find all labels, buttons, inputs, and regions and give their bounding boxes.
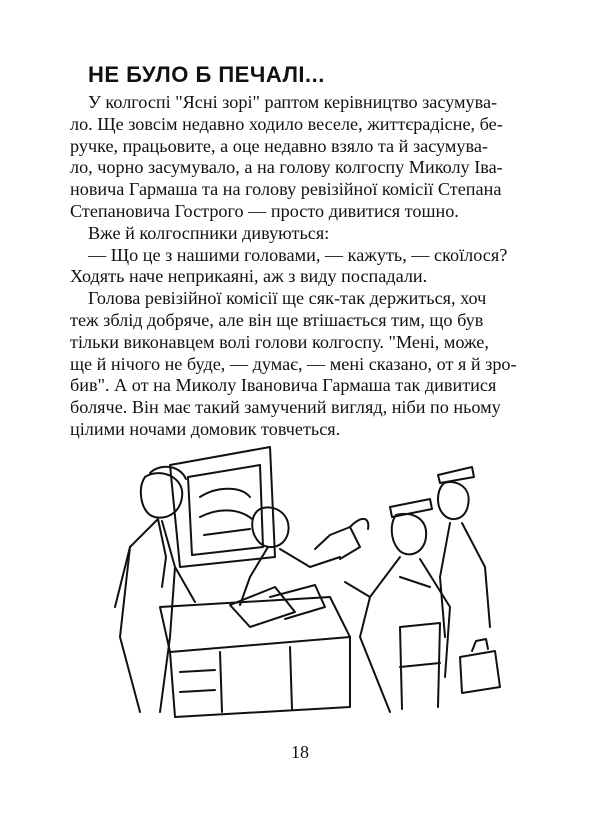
text-line: ручке, працьовите, а оце недавно взяло та й засумува- (70, 135, 488, 156)
figure-seated-center (240, 507, 368, 605)
text-line: Степановича Гострого — просто дивитися тошно. (70, 200, 459, 221)
text-line: ло, чорно засумувало, а на голову колгоспу Миколу Іва- (70, 157, 503, 178)
text-line: боляче. Він має такий замучений вигляд, ніби по ньому (70, 397, 501, 418)
text-line: бив". А от на Миколу Івановича Гармаша так дивитися (70, 375, 497, 396)
figure-seated-hat (345, 499, 450, 712)
figure-left-standing (115, 467, 195, 712)
text-line: У колгоспі "Ясні зорі" раптом керівництво засумува- (88, 92, 498, 112)
text-line: ще й нічого не буде, — думає, — мені сказано, от я й зро- (70, 353, 517, 374)
cartoon-illustration (100, 437, 510, 727)
text-line: Ходять наче неприкаяні, аж з виду поспадали. (70, 266, 428, 287)
figure-right-standing (438, 467, 500, 693)
chair-drawing (400, 623, 440, 709)
text-line: теж зблід добряче, але він ще втішається тим, що був (70, 309, 484, 330)
text-line: ло. Ще зовсім недавно ходило веселе, життєрадісне, бе- (70, 113, 503, 134)
text-line: Вже й колгоспники дивуються: (88, 222, 330, 243)
text-line: Голова ревізійної комісії ще сяк-так держиться, хоч (88, 288, 487, 309)
text-line: тільки виконавцем волі голови колгоспу. "Мені, може, (70, 331, 489, 352)
page-title: НЕ БУЛО Б ПЕЧАЛІ... (88, 62, 325, 87)
text-line: новича Гармаша та на голову ревізійної комісії Степана (70, 179, 502, 200)
text-line: цілими ночами домовик товчеться. (70, 418, 341, 439)
safe-drawing (170, 447, 275, 567)
desk-drawing (160, 597, 350, 717)
page-number: 18 (291, 742, 309, 762)
body-text (70, 92, 542, 441)
text-line: — Що це з нашими головами, — кажуть, — скоїлося? (88, 244, 508, 265)
